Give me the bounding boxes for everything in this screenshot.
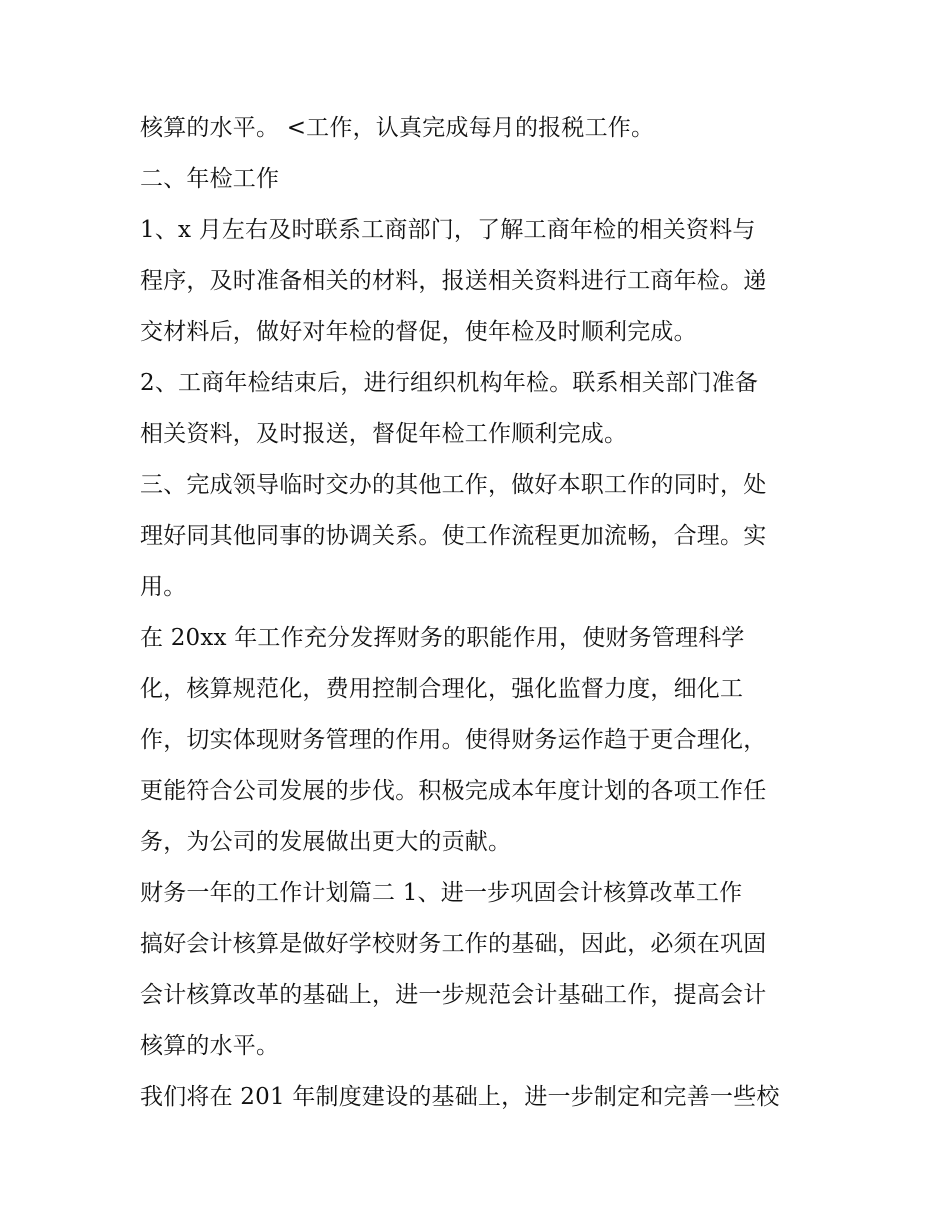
text-line: 在 20xx 年工作充分发挥财务的职能作用，使财务管理科学 bbox=[140, 625, 745, 651]
text-line: 搞好会计核算是做好学校财务工作的基础，因此，必须在巩固 bbox=[140, 931, 767, 957]
text-line: 理好同其他同事的协调关系。使工作流程更加流畅，合理。实 bbox=[140, 523, 767, 549]
text-line: 化，核算规范化，费用控制合理化，强化监督力度，细化工 bbox=[140, 676, 744, 702]
text-line: 更能符合公司发展的步伐。积极完成本年度计划的各项工作任 bbox=[140, 778, 767, 804]
text-line: 财务一年的工作计划篇二 1、进一步巩固会计核算改革工作 bbox=[140, 880, 743, 906]
text-line: 用。 bbox=[140, 574, 187, 600]
text-line: 交材料后，做好对年检的督促，使年检及时顺利完成。 bbox=[140, 319, 697, 345]
text-line: 核算的水平。 <工作，认真完成每月的报税工作。 bbox=[140, 115, 655, 141]
section-heading: 二、年检工作 bbox=[140, 166, 280, 192]
text-line: 相关资料，及时报送，督促年检工作顺利完成。 bbox=[140, 421, 628, 447]
text-line: 1、x 月左右及时联系工商部门，了解工商年检的相关资料与 bbox=[140, 217, 756, 243]
text-line: 程序，及时准备相关的材料，报送相关资料进行工商年检。递 bbox=[140, 268, 767, 294]
text-line: 核算的水平。 bbox=[140, 1033, 280, 1059]
text-line: 会计核算改革的基础上，进一步规范会计基础工作，提高会计 bbox=[140, 982, 767, 1008]
text-line: 作，切实体现财务管理的作用。使得财务运作趋于更合理化， bbox=[140, 727, 767, 753]
text-line: 务，为公司的发展做出更大的贡献。 bbox=[140, 829, 512, 855]
text-line: 三、完成领导临时交办的其他工作，做好本职工作的同时，处 bbox=[140, 472, 767, 498]
text-line: 我们将在 201 年制度建设的基础上，进一步制定和完善一些校 bbox=[140, 1084, 780, 1110]
document-body bbox=[140, 106, 820, 1126]
text-line: 2、工商年检结束后，进行组织机构年检。联系相关部门准备 bbox=[140, 370, 759, 396]
